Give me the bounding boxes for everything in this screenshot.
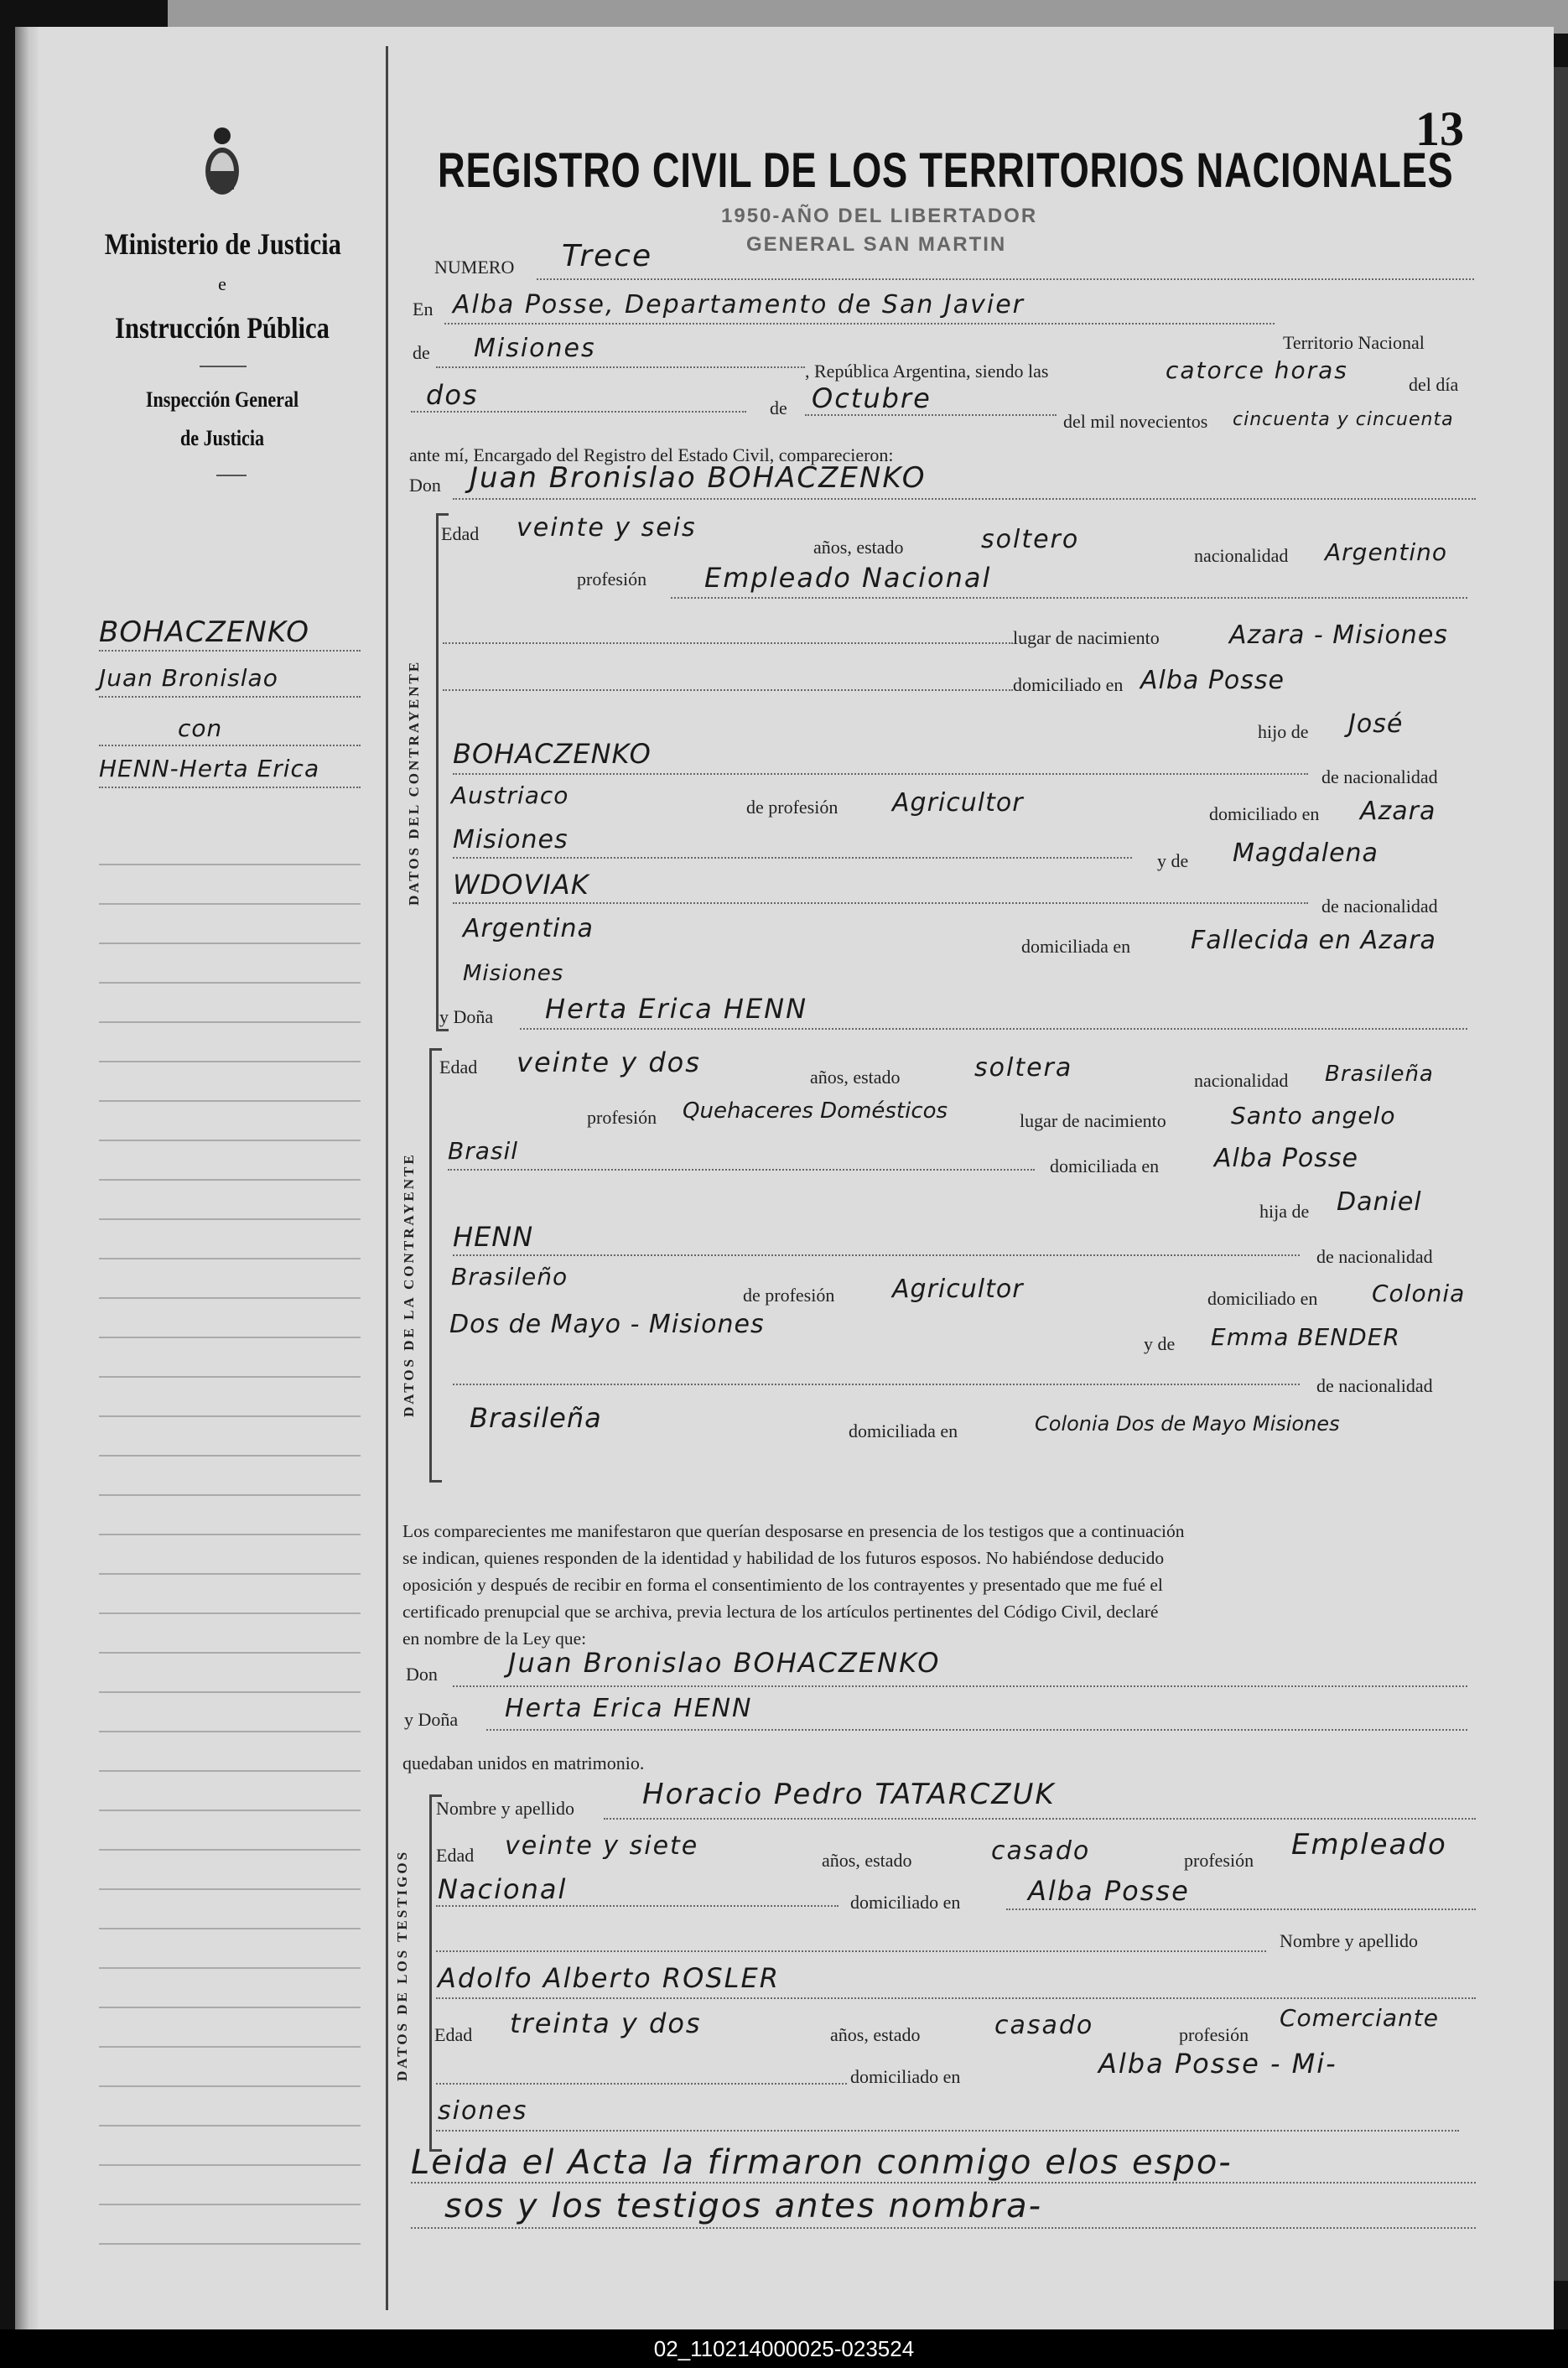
anios-label: años, estado	[813, 537, 904, 558]
de-prof-label: de profesión	[746, 797, 839, 818]
t2-prof: Comerciante	[1280, 2004, 1439, 2032]
image-caption: 02_110214000025-023524	[0, 2329, 1568, 2368]
t1-anios-label: años, estado	[822, 1850, 912, 1871]
t2-nombre: Adolfo Alberto ROSLER	[438, 1962, 780, 1994]
f-hija-label: hija de	[1259, 1201, 1310, 1222]
declaration-line: certificado prenupcial que se archiva, previa lectura de los artículos pertinentes del Código Civil, declaré	[402, 1602, 1159, 1622]
edad-label: Edad	[441, 523, 480, 544]
t2-nombre-label: Nombre y apellido	[1280, 1930, 1418, 1951]
declaration-line: oposición y después de recibir en forma el consentimiento de los contrayentes y presentado que me fué el	[402, 1575, 1163, 1595]
field-line	[671, 597, 1467, 599]
register-title: REGISTRO CIVIL DE LOS TERRITORIOS NACIONALES	[438, 143, 1454, 198]
hijo-label: hijo de	[1258, 721, 1309, 742]
f-madre-nac: Brasileña	[470, 1402, 602, 1434]
field-line	[436, 2083, 847, 2085]
t-nombre-label: Nombre y apellido	[436, 1798, 574, 1819]
t2-domiciliado-label: domiciliado en	[850, 2066, 961, 2087]
f-padre-value: Daniel	[1337, 1187, 1422, 1217]
t1-dom: Alba Posse	[1028, 1875, 1190, 1907]
field-line	[411, 411, 746, 413]
dona-value: Herta Erica HENN	[545, 993, 808, 1025]
margin-line	[99, 787, 361, 788]
f-edad-value: veinte y dos	[517, 1046, 701, 1078]
contrayente-f-section-label: DATOS DE LA CONTRAYENTE	[401, 1152, 417, 1417]
t1-edad-label: Edad	[436, 1845, 475, 1866]
f-profesion-label: profesión	[587, 1107, 657, 1128]
field-line	[453, 1685, 1467, 1687]
margin-surname: BOHACZENKO	[99, 615, 310, 649]
declaration-line: se indican, quienes responden de la identidad y habilidad de los futuros esposos. No habiéndose deducido	[402, 1548, 1165, 1568]
ministry-conj: e	[218, 273, 226, 294]
f-padre-apellido: HENN	[453, 1221, 534, 1253]
stamp-line2: GENERAL SAN MARTIN	[746, 233, 1007, 256]
book-binding	[15, 27, 39, 2331]
t1-nombre: Horacio Pedro TATARCZUK	[642, 1778, 1056, 1811]
stamp-line1: 1950-AÑO DEL LIBERTADOR	[721, 205, 1038, 227]
f-lugar-label: lugar de nacimiento	[1020, 1110, 1166, 1131]
field-line	[443, 642, 1013, 644]
dona-label: y Doña	[439, 1006, 494, 1027]
profesion-label: profesión	[577, 569, 647, 589]
contrayente-section-label: DATOS DEL CONTRAYENTE	[406, 659, 422, 906]
ministry-line1: Ministerio de Justicia	[104, 227, 341, 261]
f-domicilio-value: Alba Posse	[1214, 1144, 1358, 1173]
padre-apellido: BOHACZENKO	[453, 738, 652, 770]
f-madre-value: Emma BENDER	[1211, 1323, 1400, 1351]
closing-line1: Leida el Acta la firmaron conmigo elos espo-	[411, 2143, 1233, 2182]
t2-dom: Alba Posse - Mi-	[1098, 2048, 1337, 2080]
f-lugar-value2: Brasil	[448, 1137, 519, 1165]
en-label: En	[413, 299, 434, 319]
t1-estado: casado	[991, 1836, 1091, 1866]
t2-profesion-label: profesión	[1179, 2024, 1249, 2045]
de-nac-label-2: de nacionalidad	[1321, 896, 1438, 917]
field-line	[411, 2227, 1476, 2229]
f-nacionalidad-value: Brasileña	[1325, 1062, 1434, 1087]
t1-edad: veinte y siete	[505, 1831, 699, 1861]
t1-prof2: Nacional	[438, 1873, 568, 1905]
inspection-line2: de Justicia	[179, 426, 265, 450]
edad-value: veinte y seis	[517, 513, 697, 543]
don-value: Juan Bronislao BOHACZENKO	[470, 461, 927, 495]
margin-given-name: Juan Bronislao	[99, 664, 278, 692]
unidos-text: quedaban unidos en matrimonio.	[402, 1753, 645, 1773]
anio-value: cincuenta y cincuenta	[1233, 409, 1454, 430]
padre-dom: Azara	[1360, 797, 1436, 826]
coat-of-arms-icon	[201, 124, 243, 200]
de-nac-label: de nacionalidad	[1321, 766, 1438, 787]
f-domiciliada-label: domiciliada en	[849, 1420, 958, 1441]
t1-domiciliado-label: domiciliado en	[850, 1892, 961, 1913]
padre-value: José	[1348, 709, 1404, 739]
madre-dom: Fallecida en Azara	[1191, 926, 1436, 955]
lugar-label: lugar de nacimiento	[1013, 627, 1160, 648]
t2-anios-label: años, estado	[830, 2024, 921, 2045]
ministry-line2: Instrucción Pública	[115, 311, 330, 345]
madre-nac: Argentina	[463, 914, 594, 943]
field-line	[805, 414, 1057, 416]
horas-value: catorce horas	[1166, 356, 1348, 384]
domiciliada-label: domiciliada en	[1021, 936, 1131, 957]
don-label: Don	[409, 475, 441, 496]
field-line	[443, 689, 1013, 691]
margin-line	[99, 696, 361, 698]
field-line	[453, 1254, 1300, 1256]
padre-dom2: Misiones	[453, 825, 569, 854]
field-line	[537, 278, 1474, 280]
field-line	[453, 773, 1308, 775]
f-de-nac-label-2: de nacionalidad	[1316, 1375, 1433, 1396]
territorio-label: Territorio Nacional	[1283, 332, 1425, 353]
field-line	[436, 1950, 1266, 1952]
t1-prof: Empleado	[1291, 1828, 1447, 1862]
de-label: de	[413, 342, 430, 363]
ante-label: ante mí, Encargado del Registro del Estado Civil, comparecieron:	[409, 444, 894, 465]
field-line	[436, 366, 805, 368]
decl-don-label: Don	[406, 1664, 438, 1685]
numero-label: NUMERO	[434, 257, 515, 278]
field-line	[453, 902, 1308, 904]
t2-dom2: siones	[438, 2096, 528, 2126]
field-line	[444, 323, 1275, 325]
margin-ruled-lines	[99, 826, 361, 2251]
f-estado-value: soltera	[974, 1053, 1073, 1083]
nacionalidad-label: nacionalidad	[1194, 545, 1289, 566]
t2-edad: treinta y dos	[510, 2007, 702, 2039]
t2-estado: casado	[994, 2011, 1094, 2040]
decl-dona-label: y Doña	[404, 1709, 459, 1730]
nacionalidad-value: Argentino	[1325, 538, 1448, 566]
field-line	[448, 1169, 1035, 1171]
field-line	[520, 1028, 1467, 1030]
margin-person2: HENN-Herta Erica	[99, 755, 320, 782]
contrayente-f-bracket	[429, 1048, 442, 1483]
inspection-line1: Inspección General	[145, 387, 299, 412]
field-line	[486, 1729, 1467, 1731]
f-de-prof-label: de profesión	[743, 1285, 835, 1306]
declaration-line: en nombre de la Ley que:	[402, 1628, 587, 1649]
domicilio-value: Alba Posse	[1140, 666, 1285, 695]
f-domicilio-label: domiciliada en	[1050, 1155, 1160, 1176]
field-line	[436, 1905, 839, 1907]
contrayente-bracket	[436, 513, 449, 1031]
lugar-value: Azara - Misiones	[1229, 621, 1448, 650]
testigos-section-label: DATOS DE LOS TESTIGOS	[394, 1849, 410, 2081]
declaration-paragraph	[402, 1518, 1480, 1652]
domiciliado-en-label: domiciliado en	[1209, 803, 1320, 824]
field-line	[453, 1384, 1300, 1385]
madre-value: Magdalena	[1233, 839, 1378, 868]
de-value: Misiones	[474, 334, 596, 363]
t2-edad-label: Edad	[434, 2024, 473, 2045]
margin-line	[99, 745, 361, 746]
en-value: Alba Posse, Departamento de San Javier	[453, 290, 1025, 319]
field-line	[453, 857, 1132, 859]
f-padre-dom: Colonia	[1372, 1280, 1466, 1307]
dia-value: dos	[426, 379, 479, 411]
field-line	[411, 2182, 1476, 2184]
page-number: 13	[1415, 101, 1464, 156]
margin-rule	[386, 46, 388, 2310]
f-madre-dom: Colonia Dos de Mayo Misiones	[1035, 1412, 1340, 1436]
republica-label: , República Argentina, siendo las	[805, 361, 1049, 382]
f-nacionalidad-label: nacionalidad	[1194, 1070, 1289, 1091]
decl-dona-value: Herta Erica HENN	[505, 1694, 753, 1723]
f-lugar-value: Santo angelo	[1231, 1102, 1396, 1129]
f-de-nac-label: de nacionalidad	[1316, 1246, 1433, 1267]
mil-label: del mil novecientos	[1063, 411, 1208, 432]
closing-line2: sos y los testigos antes nombra-	[444, 2187, 1043, 2225]
margin-conj: con	[178, 714, 223, 742]
header-rule-2	[216, 475, 247, 476]
f-y-de-label: y de	[1144, 1333, 1176, 1354]
estado-value: soltero	[981, 525, 1080, 554]
t1-profesion-label: profesión	[1184, 1850, 1254, 1871]
numero-value: Trece	[562, 239, 653, 273]
field-line	[604, 1818, 1476, 1820]
field-line	[453, 498, 1476, 500]
mes-value: Octubre	[812, 382, 932, 414]
padre-nac: Austriaco	[451, 782, 569, 809]
decl-don-value: Juan Bronislao BOHACZENKO	[508, 1647, 941, 1679]
field-line	[1006, 1908, 1476, 1910]
profesion-value: Empleado Nacional	[704, 562, 992, 594]
del-dia-label: del día	[1409, 374, 1459, 395]
padre-prof: Agricultor	[892, 788, 1024, 818]
declaration-line: Los comparecientes me manifestaron que querían desposarse en presencia de los testigos que a continuación	[402, 1521, 1185, 1541]
field-line	[436, 2130, 1459, 2132]
margin-line	[99, 650, 361, 652]
f-profesion-value: Quehaceres Domésticos	[683, 1098, 948, 1124]
y-de-label: y de	[1157, 850, 1189, 871]
madre-apellido: WDOVIAK	[453, 869, 589, 901]
madre-dom2: Misiones	[463, 961, 564, 986]
field-line	[436, 1997, 1476, 1999]
de-mes-label: de	[770, 397, 787, 418]
f-domiciliado-en-label: domiciliado en	[1207, 1288, 1318, 1309]
header-rule	[200, 366, 247, 367]
f-padre-dom2: Dos de Mayo - Misiones	[449, 1310, 765, 1339]
page-edge	[1554, 67, 1568, 2281]
f-edad-label: Edad	[439, 1057, 478, 1078]
domicilio-label: domiciliado en	[1013, 674, 1124, 695]
f-padre-prof: Agricultor	[892, 1275, 1024, 1304]
f-padre-nac: Brasileño	[451, 1263, 569, 1290]
f-anios-label: años, estado	[810, 1067, 901, 1088]
